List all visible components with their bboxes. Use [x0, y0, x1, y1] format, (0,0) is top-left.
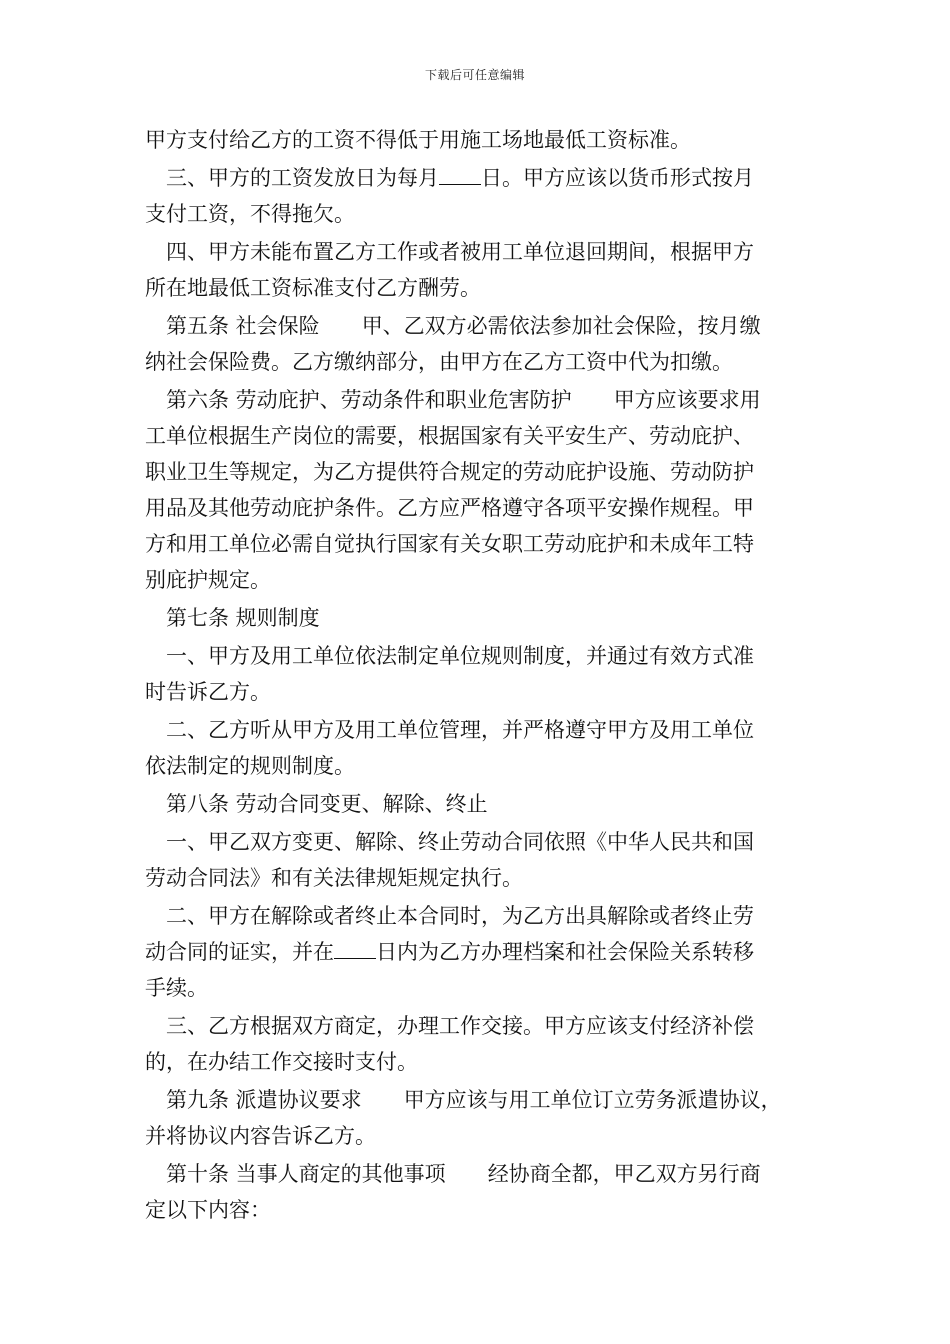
text-line: 支付工资，不得拖欠。 [145, 202, 355, 226]
article-heading: 第九条 派遣协议要求 [166, 1088, 362, 1112]
text-line: 职业卫生等规定，为乙方提供符合规定的劳动庇护设施、劳动防护 [145, 460, 754, 484]
article-heading: 第五条 社会保险 [166, 314, 320, 338]
text-line: 的，在办结工作交接时支付。 [145, 1050, 418, 1074]
text-line: 一、甲乙双方变更、解除、终止劳动合同依照《中华人民共和国 [166, 830, 754, 854]
text-segment: 甲方应该与用工单位订立劳务派遣协议， [403, 1088, 782, 1112]
text-line [145, 382, 817, 418]
text-line: 别庇护规定。 [145, 568, 271, 592]
text-segment: 动合同的证实，并在 [145, 940, 334, 964]
text-segment: 日。甲方应该以货币形式按月 [481, 166, 754, 190]
text-line: 所在地最低工资标准支付乙方酬劳。 [145, 276, 481, 300]
text-segment: 甲方应该要求用 [613, 388, 761, 412]
text-line [145, 934, 817, 970]
article-heading: 第七条 规则制度 [166, 606, 320, 630]
document-body [145, 122, 817, 1228]
text-line [145, 160, 817, 196]
text-segment: 日内为乙方办理档案和社会保险关系转移 [376, 940, 754, 964]
text-line: 甲方支付给乙方的工资不得低于用施工场地最低工资标准。 [145, 128, 691, 152]
text-line: 四、甲方未能布置乙方工作或者被用工单位退回期间，根据甲方 [166, 240, 754, 264]
text-segment: 三、甲方的工资发放日为每月 [166, 166, 439, 190]
article-heading: 第十条 当事人商定的其他事项 [166, 1162, 446, 1186]
text-line: 二、甲方在解除或者终止本合同时，为乙方出具解除或者终止劳 [166, 904, 754, 928]
text-line: 纳社会保险费。乙方缴纳部分，由甲方在乙方工资中代为扣缴。 [145, 350, 733, 374]
fill-in-blank [439, 166, 481, 185]
text-line [145, 1082, 817, 1118]
text-line: 手续。 [145, 976, 208, 1000]
article-heading: 第八条 劳动合同变更、解除、终止 [166, 792, 488, 816]
text-line: 并将协议内容告诉乙方。 [145, 1124, 376, 1148]
text-line: 工单位根据生产岗位的需要，根据国家有关平安生产、劳动庇护、 [145, 424, 754, 448]
page-header: 下载后可任意编辑 [424, 68, 525, 82]
text-line: 用品及其他劳动庇护条件。乙方应严格遵守各项平安操作规程。甲 [145, 496, 754, 520]
text-line: 一、甲方及用工单位依法制定单位规则制度，并通过有效方式准 [166, 644, 754, 668]
fill-in-blank [334, 940, 376, 959]
text-line: 三、乙方根据双方商定，办理工作交接。甲方应该支付经济补偿 [166, 1014, 754, 1038]
text-line: 方和用工单位必需自觉执行国家有关女职工劳动庇护和未成年工特 [145, 532, 754, 556]
text-line: 二、乙方听从甲方及用工单位管理，并严格遵守甲方及用工单位 [166, 718, 754, 742]
text-line: 劳动合同法》和有关法律规矩规定执行。 [145, 866, 523, 890]
text-segment: 甲、乙双方必需依法参加社会保险，按月缴 [361, 314, 761, 338]
text-line [145, 1156, 817, 1192]
text-line [145, 308, 817, 344]
text-line: 定以下内容： [145, 1198, 271, 1222]
text-line: 依法制定的规则制度。 [145, 754, 355, 778]
text-line: 时告诉乙方。 [145, 680, 271, 704]
text-segment: 经协商全都，甲乙双方另行商 [487, 1162, 761, 1186]
article-heading: 第六条 劳动庇护、劳动条件和职业危害防护 [166, 388, 572, 412]
